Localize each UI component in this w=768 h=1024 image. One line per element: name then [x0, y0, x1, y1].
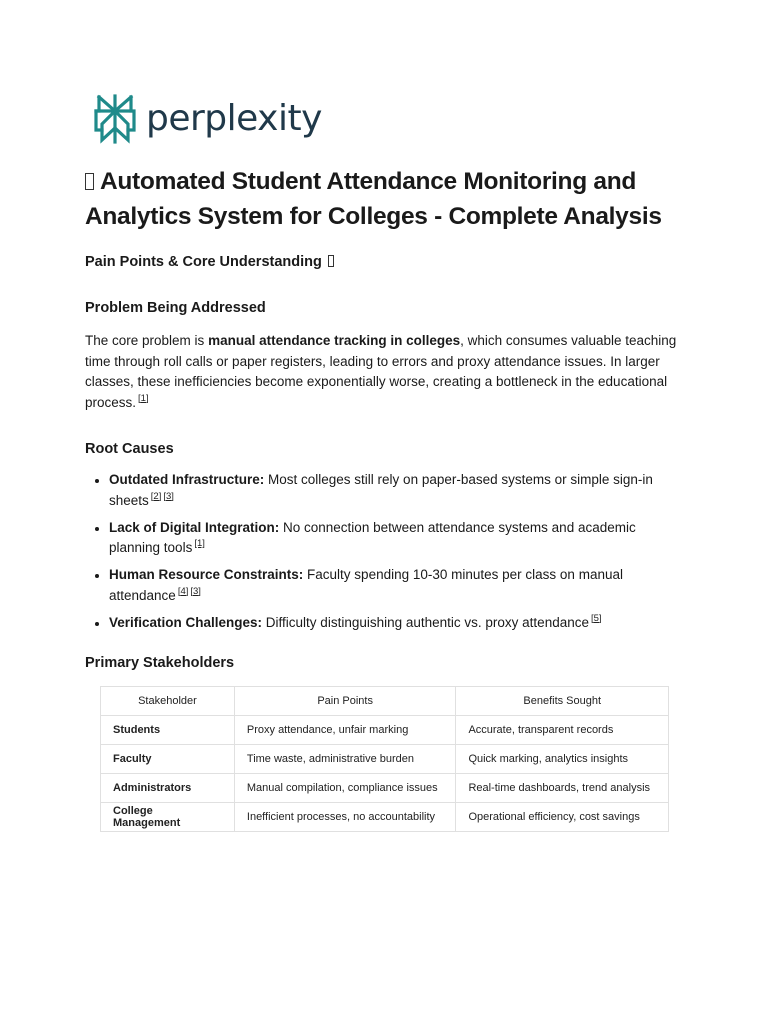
table-row [101, 774, 669, 803]
column-header: Pain Points [234, 687, 456, 716]
table-row [101, 803, 669, 832]
problem-text-start: The core problem is [85, 333, 209, 348]
list-item [109, 613, 685, 634]
table-cell: Inefficient processes, no accountability [234, 803, 456, 832]
table-cell: Time waste, administrative burden [234, 745, 456, 774]
section-subtitle [85, 252, 685, 272]
problem-paragraph [85, 331, 685, 413]
problem-heading: Problem Being Addressed [85, 300, 266, 316]
citation-link[interactable]: [5] [590, 612, 602, 624]
perplexity-logo [94, 94, 322, 144]
list-item [109, 518, 685, 559]
item-label: Lack of Digital Integration: [109, 519, 280, 535]
page-title [85, 164, 685, 234]
item-text: Most colleges still rely on paper-based systems or simple sign-in sheets [109, 472, 653, 508]
missing-glyph-icon [328, 255, 334, 267]
table-cell: Administrators [101, 774, 235, 803]
document-content [85, 164, 685, 832]
item-label: Verification Challenges: [109, 614, 263, 630]
missing-glyph-icon [85, 173, 94, 190]
problem-text-end: , which consumes valuable teaching time through roll calls or paper registers, leading to errors and proxy attendance issues. In larger classes, these inefficiencies become exponentially worse, creating a bottleneck in the educational process. [85, 333, 677, 410]
item-text: No connection between attendance systems and academic planning tools [109, 519, 636, 555]
table-cell: Quick marking, analytics insights [456, 745, 669, 774]
stakeholders-heading: Primary Stakeholders [85, 655, 235, 671]
table-row [101, 745, 669, 774]
citation-link[interactable]: [1] [194, 538, 205, 549]
column-header: Benefits Sought [456, 687, 669, 716]
table-row [101, 716, 669, 745]
table-cell: Real-time dashboards, trend analysis [456, 774, 669, 803]
table-header-row [101, 687, 669, 716]
item-label: Outdated Infrastructure: [109, 472, 265, 487]
problem-text-bold: manual attendance tracking in colleges [208, 333, 461, 348]
citation-link[interactable]: [4] [177, 585, 189, 597]
citation-link[interactable]: [3] [190, 585, 201, 597]
item-text: Faculty spending 10-30 minutes per class on manual attendance [109, 567, 623, 603]
perplexity-logo-icon [94, 94, 136, 144]
list-item [109, 470, 685, 511]
list-item [109, 565, 685, 606]
stakeholders-table [100, 686, 669, 832]
title-text: Automated Student Attendance Monitoring and Analytics System for Colleges - Complete Analysis [85, 168, 662, 230]
column-header: Stakeholder [101, 687, 235, 716]
table-cell: Students [101, 716, 235, 745]
item-label: Human Resource Constraints: [109, 567, 304, 582]
table-cell: Proxy attendance, unfair marking [234, 716, 456, 745]
table-cell: Faculty [101, 745, 235, 774]
table-cell: College Management [101, 803, 235, 832]
item-text: Difficulty distinguishing authentic vs. proxy attendance [262, 614, 589, 630]
citation-link[interactable]: [2] [150, 490, 162, 502]
citation-link[interactable]: [3] [163, 490, 174, 502]
root-causes-list [85, 470, 685, 633]
subtitle-text: Pain Points & Core Understanding [85, 254, 322, 270]
table-cell: Operational efficiency, cost savings [456, 803, 669, 832]
citation-link[interactable]: [1] [138, 392, 149, 404]
root-causes-heading: Root Causes [85, 441, 174, 457]
table-cell: Manual compilation, compliance issues [234, 774, 456, 803]
brand-name: perplexity [146, 98, 322, 139]
table-cell: Accurate, transparent records [456, 716, 669, 745]
